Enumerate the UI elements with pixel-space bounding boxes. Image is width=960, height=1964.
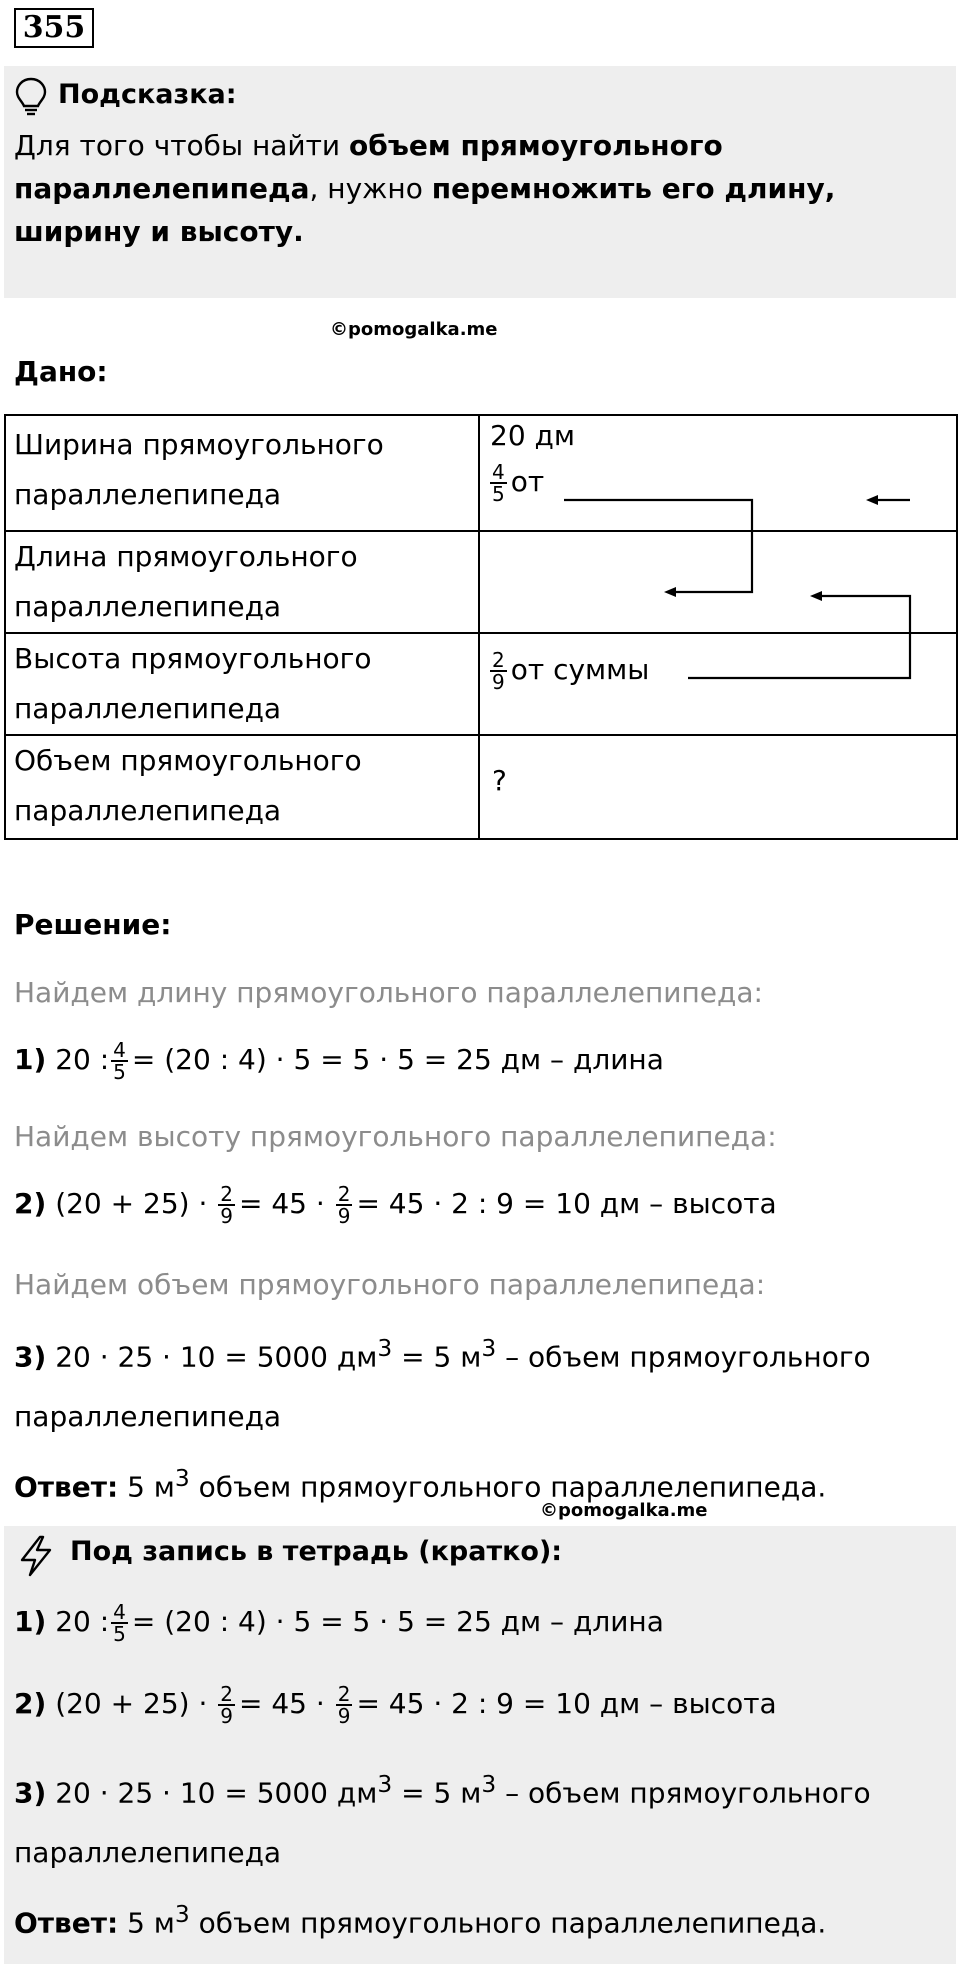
step1: 1) 20 : $\frac{4}{5}$ = (20 : 4) · 5 = 5 · 5 = 25 дм – длина <box>14 1038 664 1084</box>
length-ratio: $\frac{4}{5}$ от <box>492 460 545 506</box>
given-title: Дано: <box>14 355 108 388</box>
task-number: 355 <box>14 8 94 48</box>
brief-answer: Ответ: 5 $м^3$ объем прямоугольного параллелепипеда. <box>14 1900 827 1940</box>
height-ratio: $\frac{2}{9}$ от суммы <box>492 648 650 694</box>
table-row-volume-label: Объем прямоугольного параллелепипеда <box>14 744 362 827</box>
step3-note: Найдем объем прямоугольного параллелепипеда: <box>14 1268 766 1301</box>
table-row-length-label: Длина прямоугольного параллелепипеда <box>14 540 358 623</box>
brief-step3: 3) 20 · 25 · 10 = 5000 $дм^3 = 5$ $м^3$ – объем прямоугольного <box>14 1770 871 1810</box>
step1-note: Найдем длину прямоугольного параллелепипеда: <box>14 976 763 1009</box>
relation-arrows <box>4 414 956 838</box>
watermark: ©pomogalka.me <box>330 319 498 340</box>
arrowhead <box>810 591 822 601</box>
fraction: $\frac{2}{9}$ <box>492 648 505 694</box>
lightbulb-icon <box>14 76 48 116</box>
watermark: ©pomogalka.me <box>540 1500 708 1521</box>
hint-text: Для того чтобы найти объем прямоугольного параллелепипеда, нужно перемножить его длину, ширину и высоту. <box>14 129 836 248</box>
brief-title: Под запись в тетрадь (кратко): <box>70 1536 563 1567</box>
lightning-icon <box>16 1534 56 1578</box>
table-row-height-label: Высота прямоугольного параллелепипеда <box>14 642 372 725</box>
fraction: $\frac{4}{5}$ <box>492 460 505 506</box>
given-table <box>4 414 956 838</box>
arrow-height-from-length <box>688 596 910 678</box>
width-value: 20 дм <box>490 419 576 452</box>
step3: 3) 20 · 25 · 10 = 5000 $дм^3 = 5$ $м^3$ – объем прямоугольного <box>14 1334 871 1374</box>
solution-title: Решение: <box>14 908 172 941</box>
step2-note: Найдем высоту прямоугольного параллелепипеда: <box>14 1120 777 1153</box>
volume-value: ? <box>492 764 507 797</box>
table-row-width-label: Ширина прямоугольного параллелепипеда <box>14 428 384 511</box>
brief-step3-continued: параллелепипеда <box>14 1836 282 1869</box>
step3-continued: параллелепипеда <box>14 1400 282 1433</box>
arrowhead <box>866 495 878 505</box>
brief-box <box>4 1526 956 1964</box>
arrow-width-to-length <box>564 500 752 592</box>
answer: Ответ: 5 $м^3$ объем прямоугольного параллелепипеда. <box>14 1464 827 1504</box>
arrowhead <box>664 587 676 597</box>
brief-step1: 1) 20 : $\frac{4}{5}$ = (20 : 4) · 5 = 5 · 5 = 25 дм – длина <box>14 1600 664 1646</box>
hint-title: Подсказка: <box>58 79 237 110</box>
brief-step2: 2) (20 + 25) · $\frac{2}{9}$ = 45 · $\frac{2}{9}$ = 45 · 2 : 9 = 10 дм – высота <box>14 1682 777 1728</box>
step2: 2) (20 + 25) · $\frac{2}{9}$ = 45 · $\frac{2}{9}$ = 45 · 2 : 9 = 10 дм – высота <box>14 1182 777 1228</box>
